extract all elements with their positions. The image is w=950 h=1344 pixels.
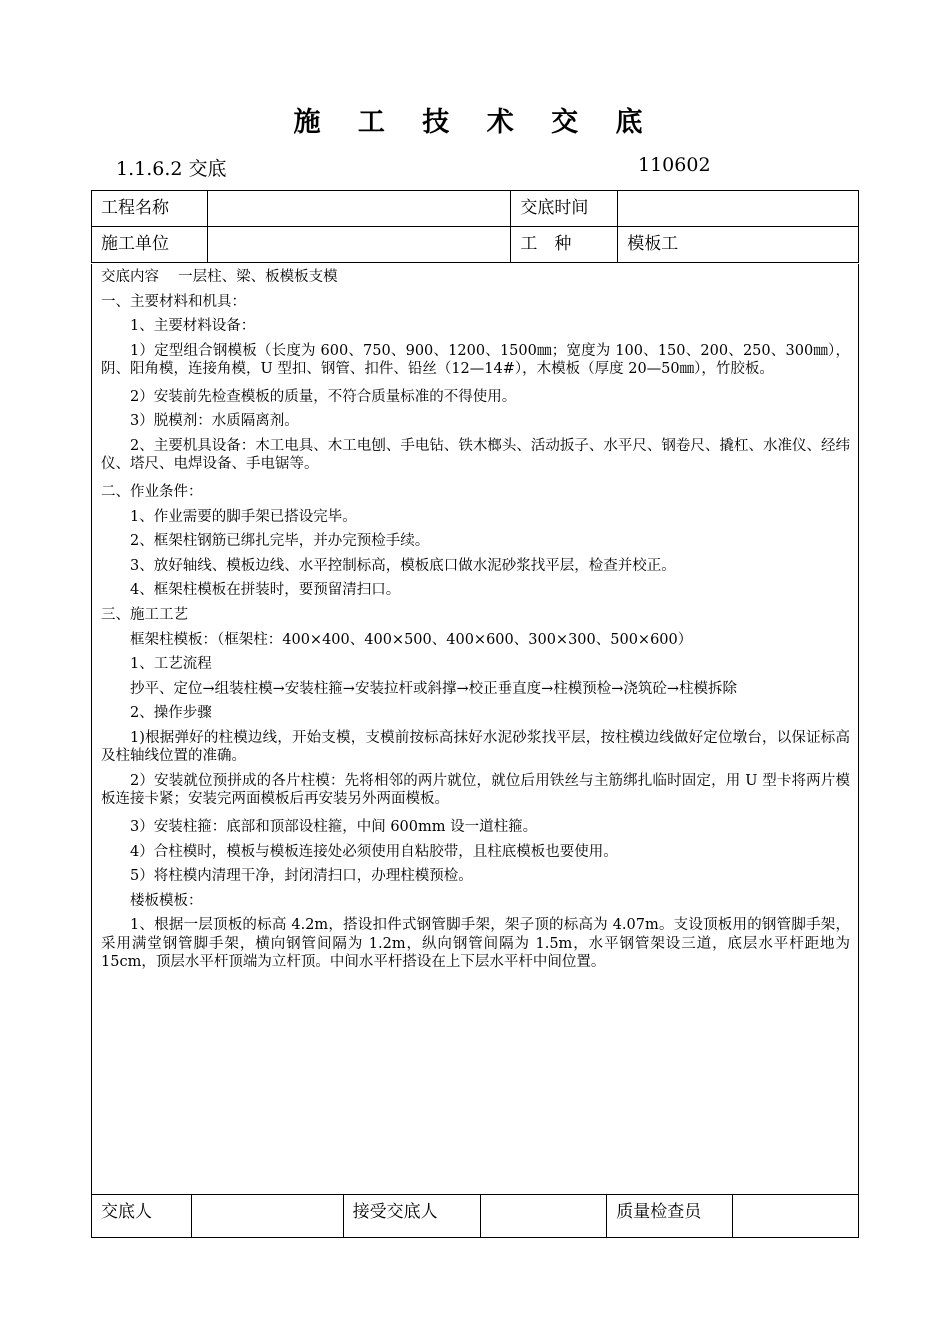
content-paragraph: 1、根据一层顶板的标高 4.2m，搭设扣件式钢管脚手架，架子顶的标高为 4.07m。支设顶板用的钢管脚手架，采用满堂钢管脚手架，横向钢管间隔为 1.2m，纵向钢管间隔为 1.5m，水平钢管架设三道，底层水平杆距地为 15cm，顶层水平杆顶端为立杆顶。中间水平杆搭设在上下层水平杆中间位置。 (101, 917, 850, 971)
signature-table (91, 1194, 859, 1238)
construction-unit-label: 施工单位 (92, 227, 208, 263)
content-line: 1、作业需要的脚手架已搭设完毕。 (130, 508, 357, 525)
handover-content (91, 264, 859, 1195)
content-line: 1、工艺流程 (130, 656, 212, 673)
signature-row (92, 1195, 859, 1238)
content-line: 2、框架柱钢筋已绑扎完毕，并办完预检手续。 (130, 533, 430, 550)
document-title: 施 工 技 术 交 底 (293, 107, 657, 138)
info-row-project (92, 191, 859, 227)
section-heading: 三、施工工艺 (101, 606, 188, 623)
content-line: 3、放好轴线、模板边线、水平控制标高，模板底口做水泥砂浆找平层，检查并校正。 (130, 557, 676, 574)
project-name-field[interactable] (207, 191, 511, 227)
quality-inspector-field[interactable] (733, 1195, 859, 1238)
content-line: 楼板模板： (130, 892, 203, 909)
section-heading: 二、作业条件： (101, 483, 203, 500)
info-row-unit (92, 227, 859, 263)
receiver-field[interactable] (481, 1195, 607, 1238)
content-line: 5）将柱模内清理干净，封闭清扫口，办理柱模预检。 (130, 868, 473, 885)
section-heading: 一、主要材料和机具： (101, 293, 246, 310)
content-line: 2）安装前先检查模板的质量，不符合质量标准的不得使用。 (130, 388, 517, 405)
content-line: 2、操作步骤 (130, 705, 212, 722)
content-line: 4、框架柱模板在拼装时，要预留清扫口。 (130, 582, 401, 599)
construction-unit-field[interactable] (207, 227, 511, 263)
handover-time-label: 交底时间 (511, 191, 618, 227)
trade-field[interactable]: 模板工 (618, 227, 859, 263)
trade-label: 工 种 (511, 227, 618, 263)
content-line: 4）合柱模时，模板与模板连接处必须使用自粘胶带，且柱底模板也要使用。 (130, 843, 618, 860)
content-line: 3）安装柱箍：底部和顶部设柱箍，中间 600mm 设一道柱箍。 (130, 818, 538, 835)
project-name-label: 工程名称 (92, 191, 208, 227)
content-subject: 交底内容 一层柱、梁、板模板支模 (101, 269, 338, 285)
quality-inspector-label: 质量检查员 (607, 1195, 733, 1238)
content-line: 1、主要材料设备： (130, 318, 256, 335)
content-line: 框架柱模板：（框架柱：400×400、400×500、400×600、300×300、500×600） (130, 631, 693, 648)
content-paragraph: 1)根据弹好的柱模边线，开始支模，支模前按标高抹好水泥砂浆找平层，按柱模边线做好定位墩台，以保证标高及柱轴线位置的准确。 (101, 729, 850, 765)
content-paragraph: 2）安装就位预拼成的各片柱模：先将相邻的两片就位，就位后用铁丝与主筋绑扎临时固定，用 U 型卡将两片模板连接卡紧；安装完两面模板后再安装另外两面模板。 (101, 772, 850, 808)
content-line: 3）脱模剂：水质隔离剂。 (130, 413, 299, 430)
handover-time-field[interactable] (618, 191, 859, 227)
receiver-label: 接受交底人 (343, 1195, 481, 1238)
content-paragraph: 1）定型组合钢模板（长度为 600、750、900、1200、1500㎜；宽度为 100、150、200、250、300㎜），阴、阳角模，连接角模，U 型扣、钢管、扣件、铅丝（12—14#），木模板（厚度 20—50㎜），竹胶板。 (101, 342, 850, 378)
document-code: 1.1.6.2 交底 (116, 158, 227, 180)
process-flow: 抄平、定位→组装柱模→安装柱箍→安装拉杆或斜撑→校正垂直度→柱模预检→浇筑砼→柱模拆除 (130, 680, 738, 697)
handover-person-label: 交底人 (92, 1195, 192, 1238)
content-paragraph: 2、主要机具设备：木工电具、木工电刨、手电钻、铁木榔头、活动扳子、水平尺、钢卷尺、撬杠、水准仪、经纬仪、塔尺、电焊设备、手电锯等。 (101, 437, 850, 473)
info-table (91, 190, 859, 263)
document-number: 110602 (638, 154, 711, 176)
handover-person-field[interactable] (191, 1195, 343, 1238)
